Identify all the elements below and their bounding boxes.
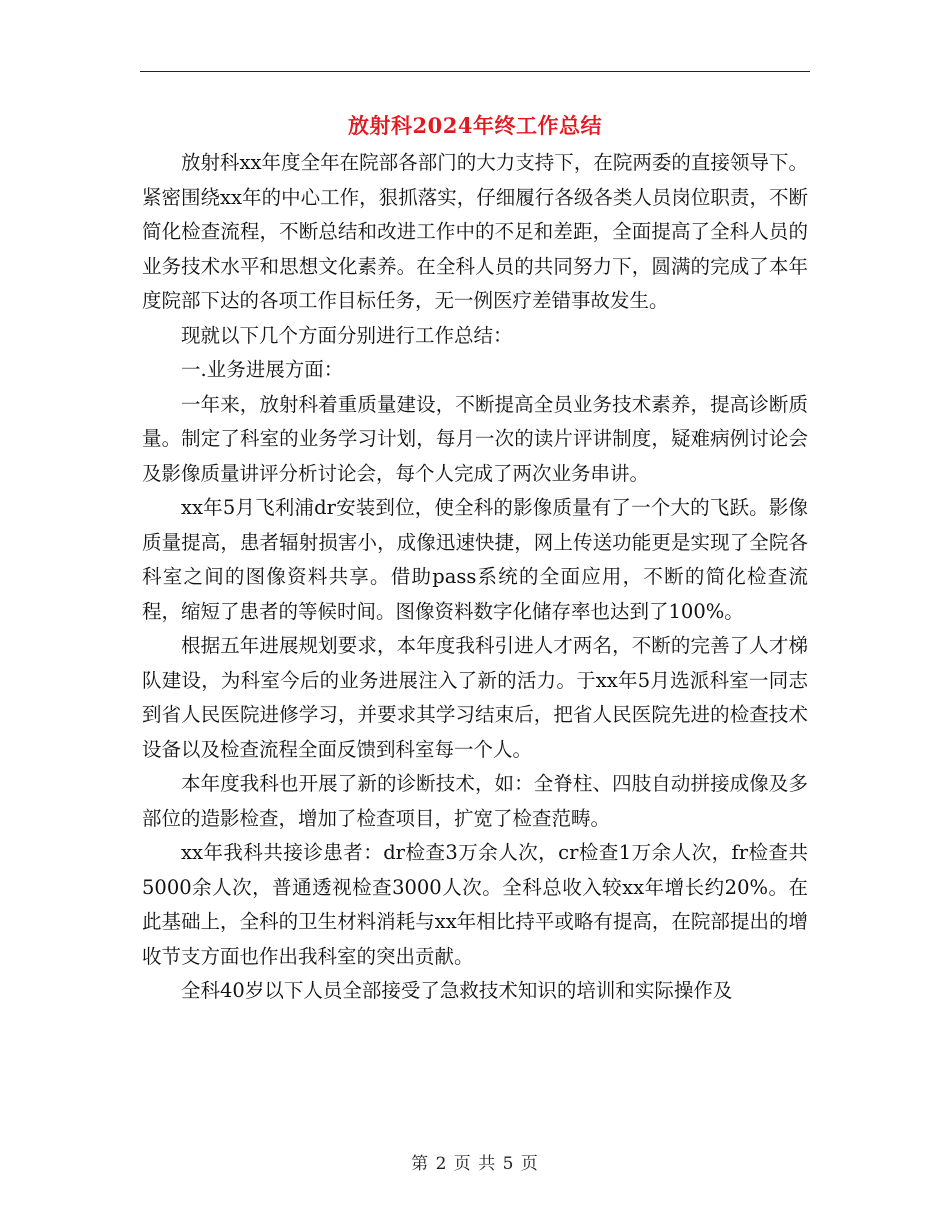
paragraph-dr-install: xx年5月飞利浦dr安装到位，使全科的影像质量有了一个大的飞跃。影像质量提高，患者辐射损害小，成像迅速快捷，网上传送功能更是实现了全院各科室之间的图像资料共享。借助pass系统的全面应用，不断的简化检查流程，缩短了患者的等候时间。图像资料数字化储存率也达到了100%。 [142, 496, 808, 623]
paragraph-summary-lead: 现就以下几个方面分别进行工作总结： [181, 323, 513, 347]
document-title: 放射科2024年终工作总结 [348, 113, 602, 138]
paragraph-quality: 一年来，放射科着重质量建设，不断提高全员业务技术素养，提高诊断质量。制定了科室的业务学习计划，每月一次的读片评讲制度，疑难病例讨论会及影像质量讲评分析讨论会，每个人完成了两次业务串讲。 [142, 392, 808, 485]
paragraph-intro: 放射科xx年度全年在院部各部门的大力支持下，在院两委的直接领导下。紧密围绕xx年的中心工作，狠抓落实，仔细履行各级各类人员岗位职责，不断简化检查流程，不断总结和改进工作中的不足和差距，全面提高了全科人员的业务技术水平和思想文化素养。在全科人员的共同努力下，圆满的完成了本年度院部下达的各项工作目标任务，无一例医疗差错事故发生。 [142, 151, 808, 312]
paragraph-new-tech: 本年度我科也开展了新的诊断技术，如：全脊柱、四肢自动拼接成像及多部位的造影检查，增加了检查项目，扩宽了检查范畴。 [142, 772, 808, 830]
document-body [142, 146, 808, 1009]
paragraph-training: 全科40岁以下人员全部接受了急救技术知识的培训和实际操作及 [181, 979, 733, 1002]
section-heading-business: 一.业务进展方面： [181, 358, 344, 381]
paragraph-statistics: xx年我科共接诊患者：dr检查3万余人次，cr检查1万余人次，fr检查共5000余人次，普通透视检查3000人次。全科总收入较xx年增长约20%。在此基础上，全科的卫生材料消耗与xx年相比持平或略有提高，在院部提出的增收节支方面也作出我科室的突出贡献。 [142, 841, 808, 968]
paragraph-talent: 根据五年进展规划要求，本年度我科引进人才两名，不断的完善了人才梯队建设，为科室今后的业务进展注入了新的活力。于xx年5月选派科室一同志到省人民医院进修学习，并要求其学习结束后，把省人民医院先进的检查技术设备以及检查流程全面反馈到科室每一个人。 [142, 634, 808, 761]
header-rule [140, 71, 810, 72]
page-number-footer: 第 2 页 共 5 页 [411, 1154, 539, 1174]
